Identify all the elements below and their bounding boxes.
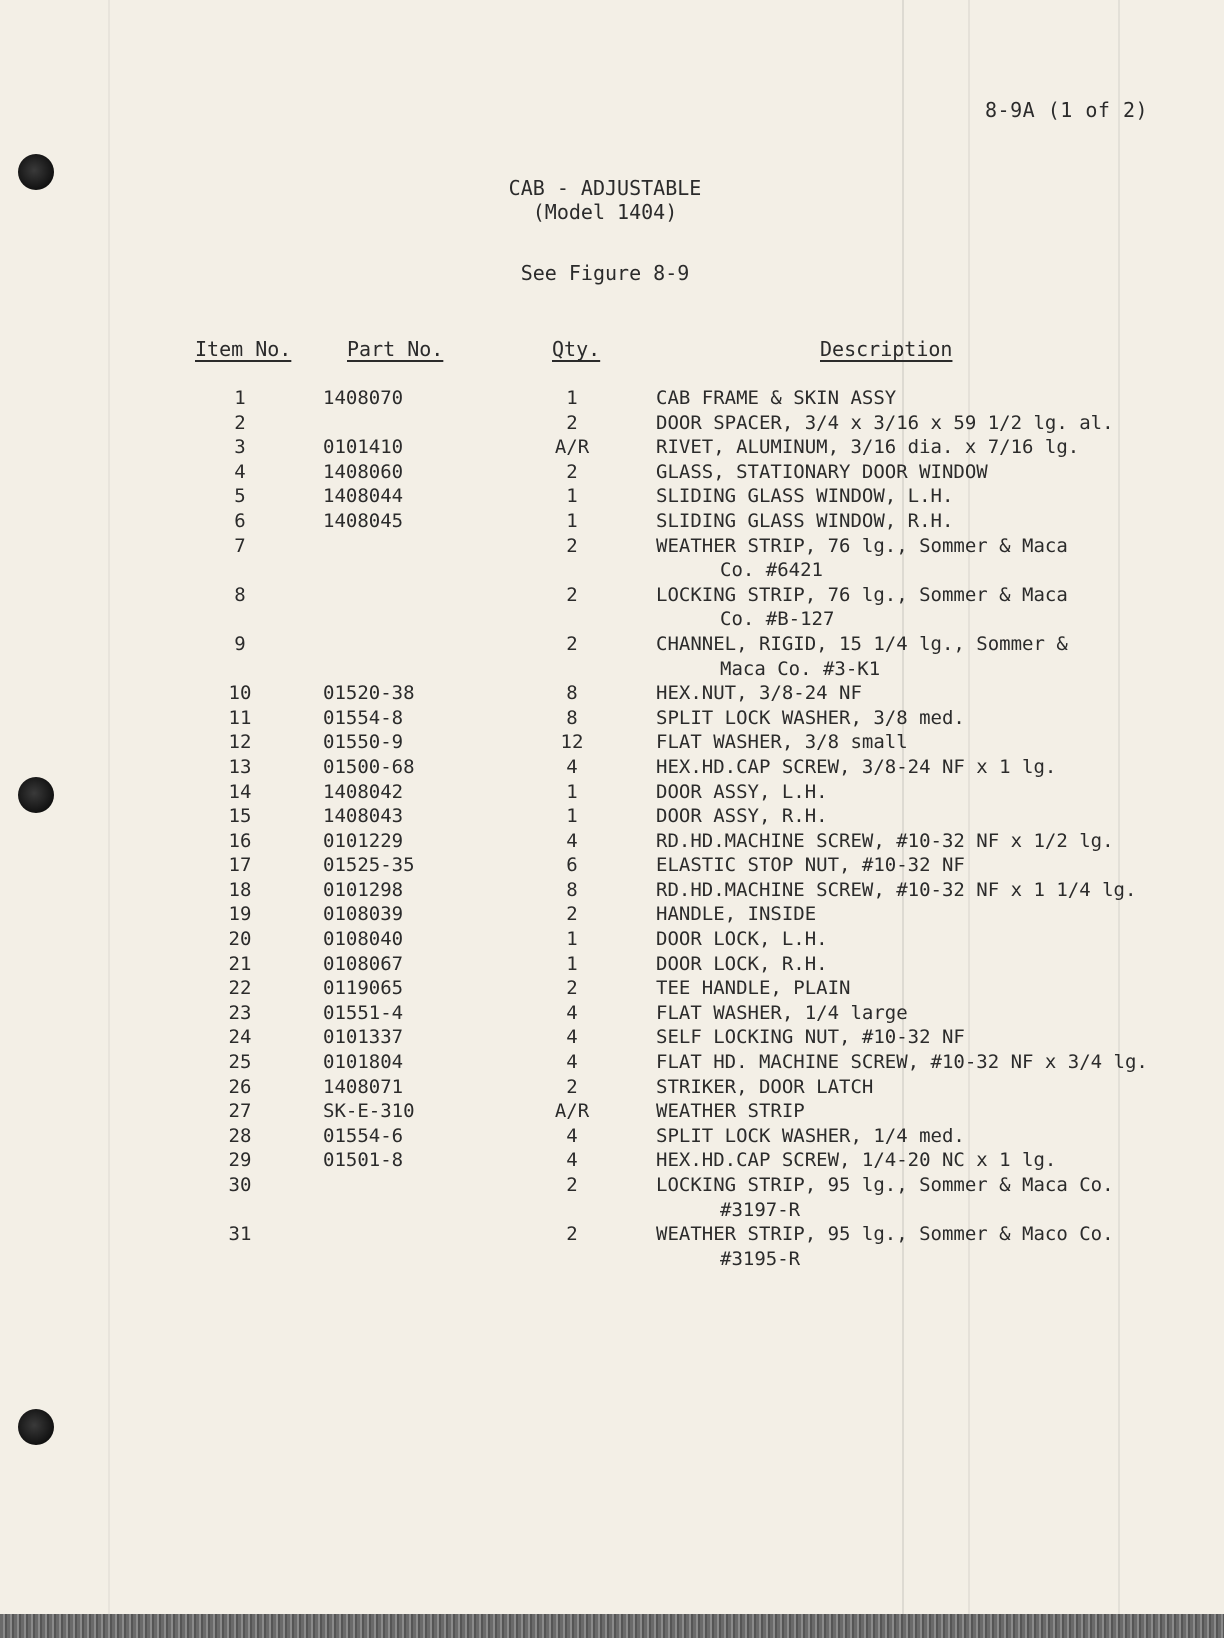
description: DOOR LOCK, R.H. [656, 952, 828, 975]
item-number: 8 [234, 583, 246, 606]
part-number: 1408044 [323, 485, 404, 508]
quantity: 4 [566, 1149, 578, 1172]
part-number: 0108040 [323, 928, 404, 951]
description-continued: Co. #6421 [720, 559, 823, 582]
description: LOCKING STRIP, 95 lg., Sommer & Maca Co. [656, 1174, 1114, 1196]
table-row [0, 534, 1224, 583]
item-number: 11 [228, 706, 252, 729]
part-number: 1408070 [323, 387, 404, 409]
quantity: 8 [566, 878, 578, 901]
part-number: 01551-4 [323, 1001, 404, 1024]
quantity: 2 [566, 534, 578, 557]
description: SPLIT LOCK WASHER, 1/4 med. [656, 1124, 965, 1147]
description: SLIDING GLASS WINDOW, R.H. [656, 509, 954, 532]
description: LOCKING STRIP, 76 lg., Sommer & Maca [656, 583, 1068, 606]
description: DOOR SPACER, 3/4 x 3/16 x 59 1/2 lg. al. [656, 411, 1114, 434]
table-row [0, 976, 1224, 1001]
item-number: 23 [228, 1001, 252, 1024]
quantity: 2 [566, 583, 578, 606]
quantity: 2 [566, 632, 578, 655]
quantity: 4 [566, 1124, 578, 1147]
document-title: CAB - ADJUSTABLE [508, 176, 702, 200]
header-item-no: Item No. [195, 337, 292, 361]
table-row [0, 460, 1224, 485]
item-number: 1 [234, 387, 246, 409]
table-row [0, 1222, 1224, 1271]
part-number: 0119065 [323, 977, 404, 1000]
quantity: 2 [566, 1223, 578, 1246]
item-number: 29 [228, 1149, 252, 1172]
item-number: 7 [234, 534, 246, 557]
table-row [0, 484, 1224, 509]
part-number: 01550-9 [323, 731, 404, 754]
part-number: 01501-8 [323, 1149, 404, 1172]
figure-reference: See Figure 8-9 [520, 261, 690, 285]
item-number: 18 [228, 878, 252, 901]
item-number: 21 [228, 952, 252, 975]
table-row [0, 730, 1224, 755]
part-number: 0101804 [323, 1051, 404, 1074]
part-number: 0108039 [323, 903, 404, 926]
header-qty: Qty. [552, 337, 601, 361]
description: HANDLE, INSIDE [656, 903, 817, 926]
description: RIVET, ALUMINUM, 3/16 dia. x 7/16 lg. [656, 436, 1080, 459]
quantity: 1 [566, 780, 578, 803]
item-number: 30 [228, 1174, 252, 1196]
quantity: 8 [566, 706, 578, 729]
quantity: 2 [566, 1075, 578, 1098]
description-continued: Co. #B-127 [720, 608, 835, 631]
table-row [0, 952, 1224, 977]
description: CHANNEL, RIGID, 15 1/4 lg., Sommer & [656, 632, 1068, 655]
description: HEX.HD.CAP SCREW, 3/8-24 NF x 1 lg. [656, 755, 1057, 778]
table-row [0, 853, 1224, 878]
item-number: 12 [228, 731, 252, 754]
part-number: SK-E-310 [323, 1100, 415, 1123]
item-number: 28 [228, 1124, 252, 1147]
description: WEATHER STRIP, 76 lg., Sommer & Maca [656, 534, 1068, 557]
description: RD.HD.MACHINE SCREW, #10-32 NF x 1/2 lg. [656, 829, 1114, 852]
quantity: 2 [566, 903, 578, 926]
table-row [0, 780, 1224, 805]
item-number: 5 [234, 485, 246, 508]
part-number: 0101298 [323, 878, 404, 901]
part-number: 1408042 [323, 780, 404, 803]
table-row [0, 1099, 1224, 1124]
item-number: 17 [228, 854, 252, 877]
description: DOOR LOCK, L.H. [656, 928, 828, 951]
item-number: 3 [234, 436, 246, 459]
table-row [0, 583, 1224, 632]
quantity: 4 [566, 1001, 578, 1024]
description: ELASTIC STOP NUT, #10-32 NF [656, 854, 965, 877]
quantity: A/R [554, 1100, 590, 1123]
table-row [0, 1148, 1224, 1173]
description-continued: Maca Co. #3-K1 [720, 657, 881, 680]
quantity: 2 [566, 411, 578, 434]
description: DOOR ASSY, R.H. [656, 805, 828, 828]
header-part-no: Part No. [347, 337, 444, 361]
part-number: 0101229 [323, 829, 404, 852]
quantity: 1 [566, 509, 578, 532]
punch-hole-bottom [18, 1409, 54, 1445]
description: RD.HD.MACHINE SCREW, #10-32 NF x 1 1/4 lg. [656, 878, 1137, 901]
item-number: 9 [234, 632, 246, 655]
description: WEATHER STRIP, 95 lg., Sommer & Maco Co. [656, 1223, 1114, 1246]
description: SPLIT LOCK WASHER, 3/8 med. [656, 706, 965, 729]
table-row [0, 411, 1224, 436]
table-row [0, 804, 1224, 829]
table-row [0, 1050, 1224, 1075]
quantity: 4 [566, 829, 578, 852]
table-row [0, 878, 1224, 903]
table-row [0, 829, 1224, 854]
table-row [0, 902, 1224, 927]
description-continued: #3197-R [720, 1198, 801, 1221]
part-number: 01554-6 [323, 1124, 404, 1147]
quantity: 1 [566, 952, 578, 975]
description: DOOR ASSY, L.H. [656, 780, 828, 803]
scan-bottom-edge [0, 1614, 1224, 1638]
part-number: 0108067 [323, 952, 404, 975]
table-row [0, 386, 1224, 411]
item-number: 10 [228, 682, 252, 705]
item-number: 2 [234, 411, 246, 434]
description-continued: #3195-R [720, 1247, 801, 1270]
table-row [0, 755, 1224, 780]
part-number: 1408071 [323, 1075, 404, 1098]
table-row [0, 1025, 1224, 1050]
quantity: 12 [560, 731, 584, 754]
quantity: 6 [566, 854, 578, 877]
part-number: 0101337 [323, 1026, 404, 1049]
item-number: 31 [228, 1223, 252, 1246]
description: WEATHER STRIP [656, 1100, 805, 1123]
table-row [0, 1001, 1224, 1026]
part-number: 0101410 [323, 436, 404, 459]
table-row [0, 927, 1224, 952]
description: STRIKER, DOOR LATCH [656, 1075, 874, 1098]
quantity: 2 [566, 977, 578, 1000]
description: SELF LOCKING NUT, #10-32 NF [656, 1026, 965, 1049]
quantity: 1 [566, 485, 578, 508]
part-number: 01525-35 [323, 854, 415, 877]
quantity: 4 [566, 755, 578, 778]
item-number: 20 [228, 928, 252, 951]
quantity: 1 [566, 387, 578, 409]
part-number: 1408060 [323, 460, 404, 483]
table-row [0, 706, 1224, 731]
table-row [0, 1173, 1224, 1222]
item-number: 25 [228, 1051, 252, 1074]
quantity: 4 [566, 1051, 578, 1074]
item-number: 4 [234, 460, 246, 483]
item-number: 15 [228, 805, 252, 828]
item-number: 26 [228, 1075, 252, 1098]
quantity: 2 [566, 460, 578, 483]
item-number: 6 [234, 509, 246, 532]
header-description: Description [820, 337, 953, 361]
description: HEX.NUT, 3/8-24 NF [656, 682, 862, 705]
table-row [0, 435, 1224, 460]
quantity: 1 [566, 928, 578, 951]
model-subtitle: (Model 1404) [532, 200, 678, 224]
description: TEE HANDLE, PLAIN [656, 977, 851, 1000]
quantity: 1 [566, 805, 578, 828]
description: FLAT WASHER, 3/8 small [656, 731, 908, 754]
table-row [0, 509, 1224, 534]
item-number: 16 [228, 829, 252, 852]
quantity: 4 [566, 1026, 578, 1049]
item-number: 27 [228, 1100, 252, 1123]
item-number: 14 [228, 780, 252, 803]
item-number: 13 [228, 755, 252, 778]
parts-list [0, 386, 1224, 1271]
quantity: A/R [554, 436, 590, 459]
quantity: 8 [566, 682, 578, 705]
part-number: 01554-8 [323, 706, 404, 729]
description: FLAT WASHER, 1/4 large [656, 1001, 908, 1024]
table-row [0, 1075, 1224, 1100]
item-number: 22 [228, 977, 252, 1000]
part-number: 01520-38 [323, 682, 415, 705]
description: CAB FRAME & SKIN ASSY [656, 387, 897, 409]
description: SLIDING GLASS WINDOW, L.H. [656, 485, 954, 508]
description: FLAT HD. MACHINE SCREW, #10-32 NF x 3/4 lg. [656, 1051, 1148, 1074]
part-number: 1408043 [323, 805, 404, 828]
item-number: 19 [228, 903, 252, 926]
table-row [0, 632, 1224, 681]
table-row [0, 1124, 1224, 1149]
part-number: 1408045 [323, 509, 404, 532]
description: HEX.HD.CAP SCREW, 1/4-20 NC x 1 lg. [656, 1149, 1057, 1172]
page-id: 8-9A (1 of 2) [985, 98, 1149, 122]
quantity: 2 [566, 1174, 578, 1196]
description: GLASS, STATIONARY DOOR WINDOW [656, 460, 988, 483]
part-number: 01500-68 [323, 755, 415, 778]
item-number: 24 [228, 1026, 252, 1049]
table-row [0, 681, 1224, 706]
